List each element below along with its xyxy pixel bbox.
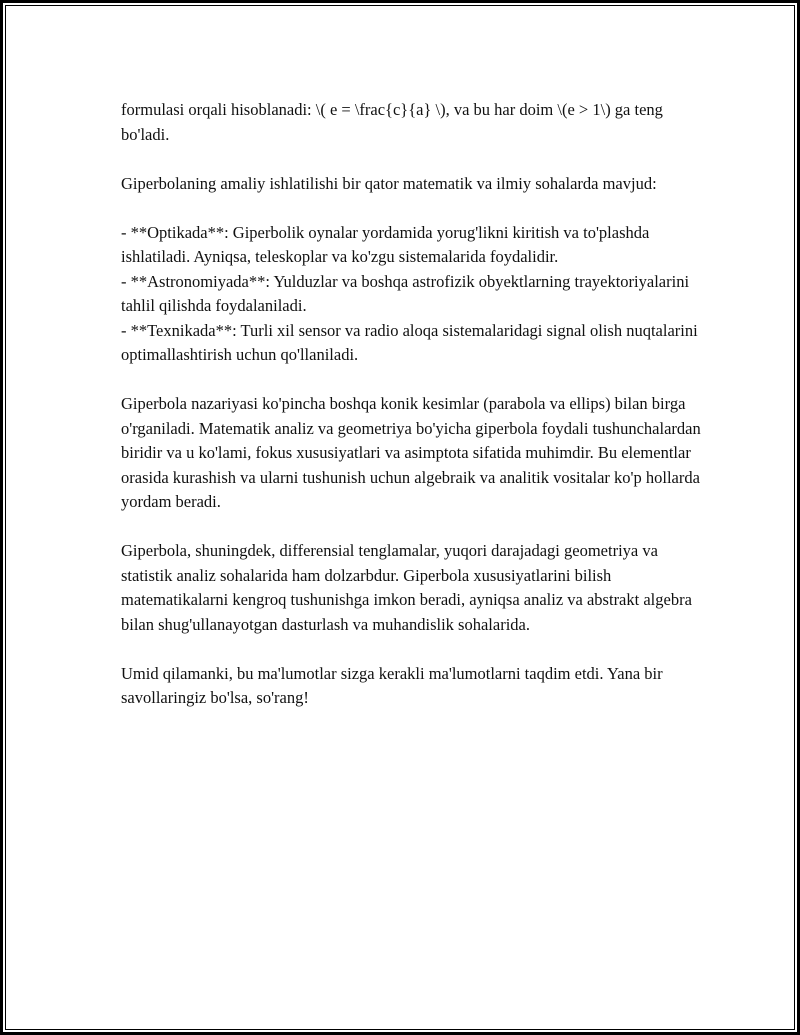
paragraph-theory: Giperbola nazariyasi ko'pincha boshqa konik kesimlar (parabola va ellips) bilan birga o'rganiladi. Matematik analiz va geometriya bo'yicha giperbola foydali tushunchalardan biridir va u ko'lami, fokus xususiyatlari va asimptota sifatida muhimdir. Bu elementlar orasida kurashish va ularni tushunish uchun algebraik va analitik vositalar ko'p hollarda yordam beradi.: [121, 394, 701, 511]
document-body: [121, 98, 701, 735]
paragraph-closing: Umid qilamanki, bu ma'lumotlar sizga kerakli ma'lumotlarni taqdim etdi. Yana bir savollaringiz bo'lsa, so'rang!: [121, 663, 663, 707]
list-item-optics: - **Optikada**: Giperbolik oynalar yordamida yorug'likni kiritish va to'plashda ishlatiladi. Ayniqsa, teleskoplar va ko'zgu sistemalarida foydalidir.: [121, 222, 650, 266]
paragraph-applications-intro: Giperbolaning amaliy ishlatilishi bir qator matematik va ilmiy sohalarda mavjud:: [121, 173, 657, 193]
paragraph-relevance: Giperbola, shuningdek, differensial tenglamalar, yuqori darajadagi geometriya va statistik analiz sohalarida ham dolzarbdur. Giperbola xususiyatlarini bilish matematikalarni kengroq tushunishga imkon beradi, ayniqsa analiz va abstrakt algebra bilan shug'ullanayotgan dasturlash va muhandislik sohalarida.: [121, 541, 692, 634]
paragraph-eccentricity-formula: formulasi orqali hisoblanadi: \( e = \frac{c}{a} \), va bu har doim \(e > 1\) ga teng bo'ladi.: [121, 100, 663, 144]
list-item-technology: - **Texnikada**: Turli xil sensor va radio aloqa sistemalaridagi signal olish nuqtalarini optimallashtirish uchun qo'llaniladi.: [121, 320, 698, 364]
list-item-astronomy: - **Astronomiyada**: Yulduzlar va boshqa astrofizik obyektlarning trayektoriyalarini tahlil qilishda foydalaniladi.: [121, 271, 690, 315]
